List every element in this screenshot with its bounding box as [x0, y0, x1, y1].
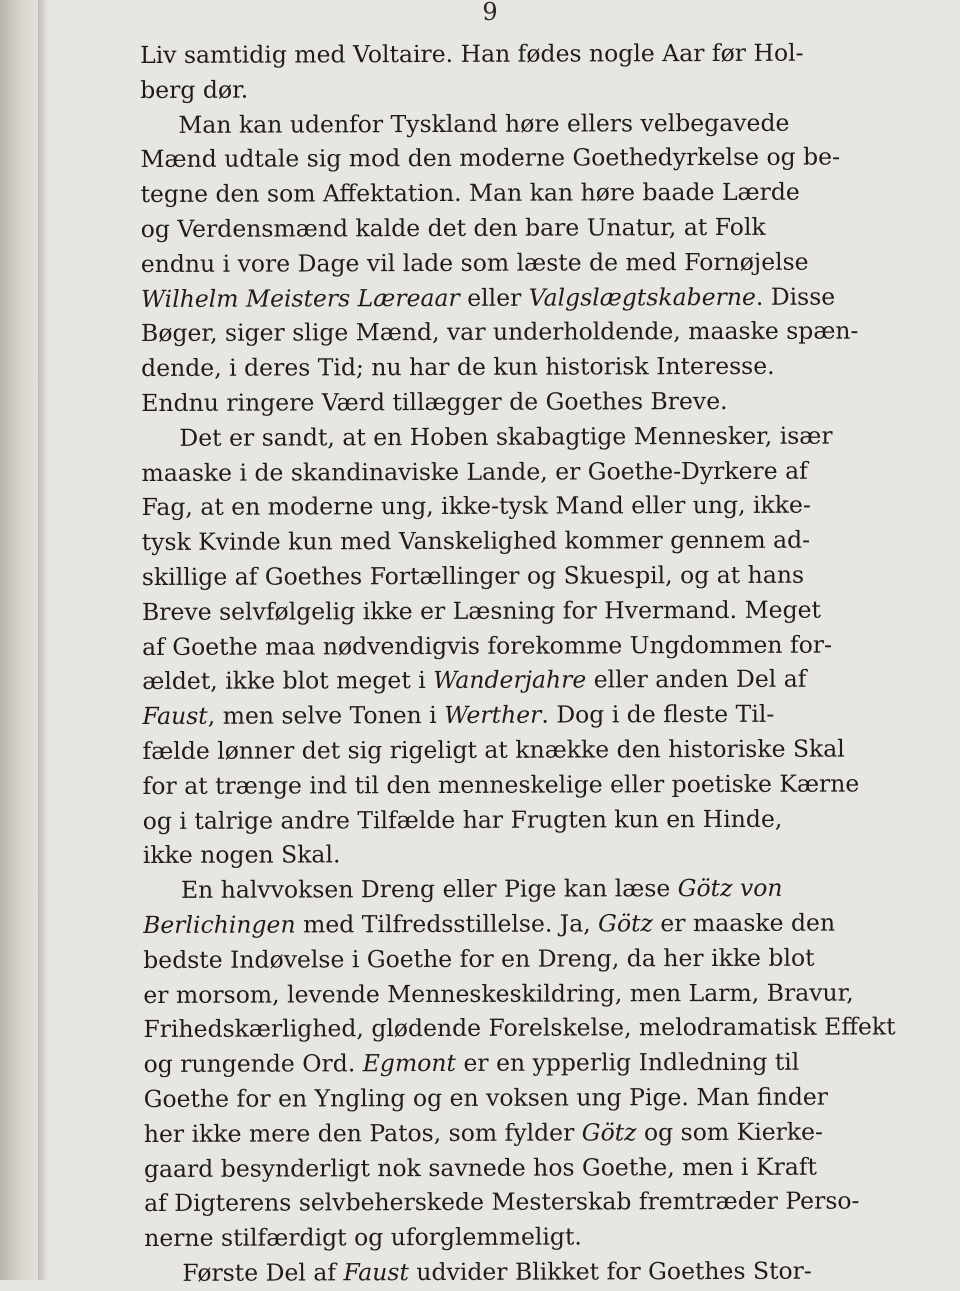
italic-title: Werther	[444, 700, 542, 730]
text-line	[141, 209, 901, 246]
italic-title: Götz	[598, 909, 653, 938]
text-line	[141, 383, 901, 420]
text-run: af Digterens selvbeherskede Mesterskab fremtræder Perso-	[144, 1186, 860, 1218]
italic-title: Faust	[142, 701, 208, 731]
italic-title: Wilhelm Meisters Læreaar	[140, 283, 460, 313]
text-run: Mænd udtale sig mod den moderne Goethedyrkelse og be-	[140, 142, 841, 174]
text-line	[141, 279, 901, 316]
text-run: Goethe for en Yngling og en voksen ung Pige. Man finder	[143, 1082, 829, 1113]
italic-title: Egmont	[362, 1049, 457, 1078]
text-line	[142, 592, 902, 629]
text-line	[143, 940, 903, 977]
text-run: Det er sandt, at en Hoben skabagtige Mennesker, især	[179, 421, 833, 452]
text-run: . Disse	[755, 282, 836, 311]
text-run: dende, i deres Tid; nu har de kun historisk Interesse.	[141, 351, 775, 383]
text-run: her ikke mere den Patos, som fylder	[143, 1118, 582, 1148]
text-line	[144, 1149, 904, 1186]
text-run: tysk Kvinde kun med Vanskelighed kommer gennem ad-	[141, 525, 811, 557]
text-line	[143, 801, 903, 838]
text-line	[142, 696, 902, 733]
text-line	[141, 244, 901, 281]
book-gutter-edge	[0, 0, 38, 1280]
text-line	[140, 105, 900, 142]
text-line	[140, 140, 900, 177]
italic-title: Valgslægtskaberne	[528, 282, 756, 312]
text-line	[141, 349, 901, 386]
text-line	[142, 557, 902, 594]
text-line	[140, 175, 900, 212]
text-line	[142, 731, 902, 768]
text-run: Bøger, siger slige Mænd, var underholdende, maaske spæn-	[140, 316, 859, 348]
text-run: af Goethe maa nødvendigvis forekomme Ungdommen for-	[142, 630, 833, 661]
text-line	[142, 627, 902, 664]
text-run: og i talrige andre Tilfælde har Frugten kun en Hinde,	[142, 804, 783, 835]
text-run: for at trænge ind til den menneskelige eller poetiske Kærne	[142, 769, 860, 800]
text-line	[144, 1253, 904, 1290]
text-run: ældet, ikke blot meget i	[142, 666, 434, 696]
text-run: . Dog i de fleste Til-	[541, 699, 775, 729]
body-text	[140, 35, 904, 1290]
text-run: og Verdensmænd kalde det den bare Unatur, at Folk	[140, 212, 766, 243]
text-run: Breve selvfølgelig ikke er Læsning for Hvermand. Meget	[141, 595, 822, 626]
text-run: Endnu ringere Værd tillægger de Goethes Breve.	[141, 386, 728, 417]
page-shadow	[38, 0, 48, 1280]
text-run: skillige af Goethes Fortællinger og Skuespil, og at hans	[141, 560, 805, 591]
text-line	[142, 523, 902, 560]
text-run: er en ypperlig Indledning til	[455, 1047, 800, 1078]
text-run: er morsom, levende Menneskeskildring, men Larm, Bravur,	[143, 978, 854, 1009]
text-run: maaske i de skandinaviske Lande, er Goethe-Dyrkere af	[141, 456, 808, 487]
text-line	[143, 870, 903, 907]
italic-title: Berlichingen	[143, 910, 296, 939]
italic-title: Wanderjahre	[433, 665, 587, 695]
text-line	[144, 1079, 904, 1116]
text-run: eller	[459, 283, 529, 312]
text-run: , men selve Tonen i	[207, 701, 445, 730]
text-run: Frihedskærlighed, glødende Forelskelse, melodramatisk Effekt	[143, 1012, 896, 1044]
text-run: og rungende Ord.	[143, 1049, 363, 1079]
text-run: med Tilfredsstillelse. Ja,	[295, 909, 599, 939]
italic-title: Faust	[343, 1257, 409, 1287]
text-line	[141, 418, 901, 455]
text-line	[144, 1044, 904, 1081]
text-line	[143, 766, 903, 803]
text-run: Man kan udenfor Tyskland høre ellers velbegavede	[178, 108, 790, 139]
text-line	[140, 70, 900, 107]
text-line	[143, 905, 903, 942]
text-run: eller anden Del af	[586, 665, 807, 694]
text-run: tegne den som Affektation. Man kan høre baade Lærde	[140, 177, 800, 209]
text-line	[142, 662, 902, 699]
text-run: gaard besynderligt nok savnede hos Goethe, men i Kraft	[143, 1152, 817, 1183]
text-line	[144, 1184, 904, 1221]
text-run: og som Kierke-	[636, 1117, 823, 1146]
text-line	[142, 488, 902, 525]
text-run: nerne stilfærdigt og uforglemmeligt.	[144, 1222, 582, 1253]
italic-title: Götz von	[677, 873, 783, 903]
text-line	[141, 453, 901, 490]
text-line	[140, 35, 900, 72]
text-run: berg dør.	[140, 75, 249, 104]
text-run: Fag, at en moderne ung, ikke-tysk Mand eller ung, ikke-	[141, 491, 811, 522]
text-line	[143, 975, 903, 1012]
text-run: er maaske den	[652, 908, 836, 938]
text-run: bedste Indøvelse i Goethe for en Dreng, da her ikke blot	[143, 943, 815, 974]
text-run: En halvvoksen Dreng eller Pige kan læse	[180, 874, 678, 904]
italic-title: Götz	[581, 1117, 637, 1147]
text-line	[144, 1218, 904, 1255]
text-run: endnu i vore Dage vil lade som læste de med Fornøjelse	[140, 247, 809, 278]
text-line	[144, 1114, 904, 1151]
text-run: Liv samtidig med Voltaire. Han fødes nogle Aar før Hol-	[140, 38, 804, 69]
text-line	[143, 1010, 903, 1047]
text-run: Første Del af	[182, 1258, 344, 1287]
text-line	[143, 836, 903, 873]
page-number: 9	[482, 0, 498, 26]
text-run: udvider Blikket for Goethes Stor-	[408, 1256, 812, 1286]
text-run: ikke nogen Skal.	[142, 840, 341, 870]
text-run: fælde lønner det sig rigeligt at knække den historiske Skal	[142, 734, 845, 765]
text-line	[141, 314, 901, 351]
